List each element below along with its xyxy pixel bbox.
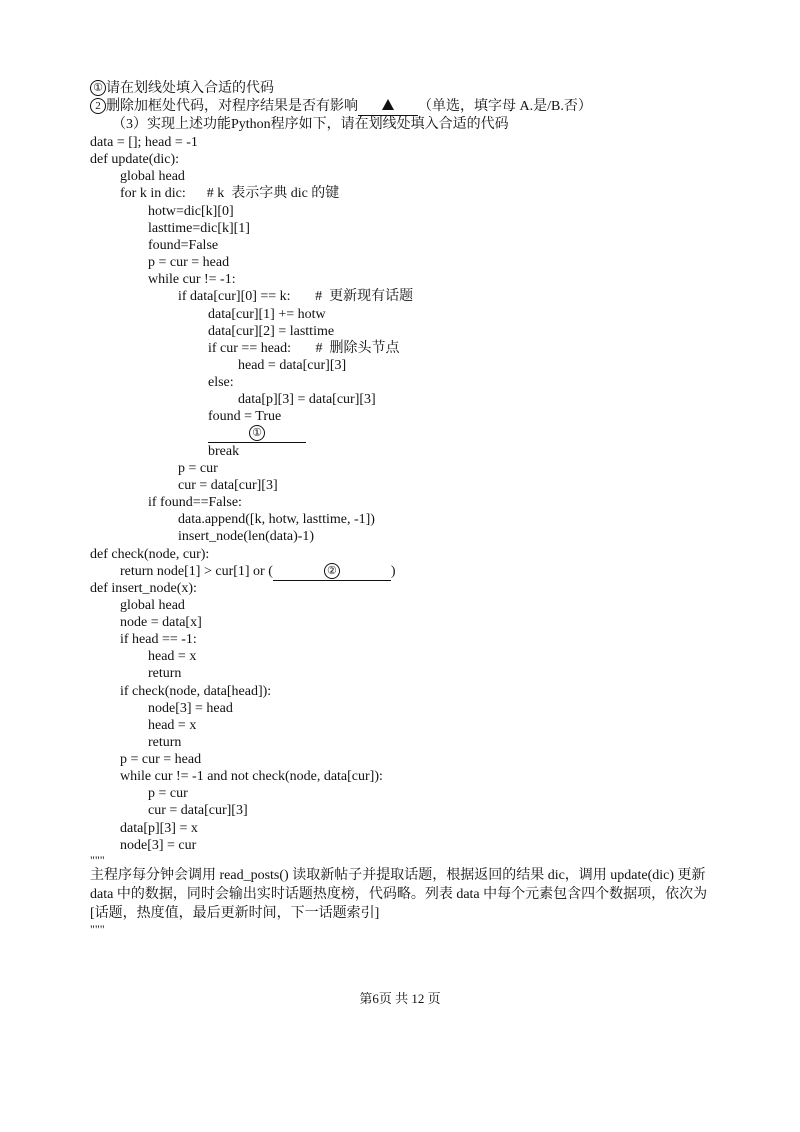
code-line: if cur == head: # 删除头节点 — [208, 341, 400, 356]
code-line: cur = data[cur][3] — [178, 478, 278, 493]
page-footer: 第6页 共 12 页 — [359, 991, 441, 1006]
code-line: while cur != -1 and not check(node, data[cur]): — [120, 769, 383, 784]
code-line: p = cur = head — [148, 255, 230, 270]
code-line: head = x — [148, 718, 197, 733]
circle-number-2-icon: 2 — [90, 98, 106, 114]
triangle-marker-icon — [382, 99, 394, 110]
code-line: return — [148, 735, 182, 750]
circle-number-1-icon: ① — [90, 80, 106, 96]
code-line-blank-2: return node[1] > cur[1] or ( ② ) — [120, 564, 396, 579]
code-line: data = []; head = -1 — [90, 135, 198, 150]
code-line: if head == -1: — [120, 632, 197, 647]
code-line: def update(dic): — [90, 152, 180, 167]
code-line: head = data[cur][3] — [238, 358, 347, 373]
code-line: lasttime=dic[k][1] — [148, 221, 250, 236]
blank-1 — [208, 425, 306, 443]
code-line: node[3] = cur — [120, 838, 197, 853]
question-1: ① 请在划线处填入合适的代码 — [90, 80, 274, 97]
code-line: if check(node, data[head]): — [120, 684, 272, 699]
code-line: node = data[x] — [120, 615, 202, 630]
code-line: def check(node, cur): — [90, 547, 210, 562]
code-line: data[p][3] = x — [120, 821, 198, 836]
code-line: if found==False: — [148, 495, 242, 510]
question-2: 2 删除加框处代码，对程序结果是否有影响 （单选，填字母 A.是/B.否） — [90, 98, 592, 116]
code-line: p = cur = head — [120, 752, 202, 767]
code-line: data.append([k, hotw, lasttime, -1]) — [178, 512, 375, 527]
code-line: cur = data[cur][3] — [148, 803, 248, 818]
circle-number-1-icon: ① — [249, 425, 265, 441]
code-line: for k in dic: # k 表示字典 dic 的键 — [120, 186, 340, 201]
code-line: while cur != -1: — [148, 272, 236, 287]
docstring-close: """ — [90, 922, 105, 936]
code-line: found = True — [208, 409, 282, 424]
code-line: head = x — [148, 649, 197, 664]
code-line: hotw=dic[k][0] — [148, 204, 234, 219]
answer-blank — [358, 98, 418, 116]
code-line: data[cur][1] += hotw — [208, 307, 326, 322]
code-line: data[cur][2] = lasttime — [208, 324, 335, 339]
code-line: break — [208, 444, 240, 459]
code-line: global head — [120, 598, 185, 613]
code-line: def insert_node(x): — [90, 581, 197, 596]
code-line: if data[cur][0] == k: # 更新现有话题 — [178, 289, 414, 304]
code-line: found=False — [148, 238, 219, 253]
docstring-open: """ — [90, 853, 105, 867]
code-line: return — [148, 666, 182, 681]
code-line: node[3] = head — [148, 701, 233, 716]
description-paragraph: 主程序每分钟会调用 read_posts() 读取新帖子并提取话题，根据返回的结果 dic，调用 update(dic) 更新 data 中的数据，同时会输出实时话题热度榜，代码略。列表 data 中每个元素包含四个数据项，依次为 [话题，热度值，最后更新时间，下一话题索引] — [90, 868, 708, 921]
code-line: p = cur — [178, 461, 218, 476]
circle-number-2-icon: ② — [324, 563, 340, 579]
code-line: p = cur — [148, 786, 188, 801]
blank-2 — [273, 563, 391, 581]
code-line: insert_node(len(data)-1) — [178, 529, 315, 544]
code-line: else: — [208, 375, 234, 390]
question-3: （3）实现上述功能Python程序如下，请在划线处填入合适的代码 — [112, 117, 509, 132]
code-line: data[p][3] = data[cur][3] — [238, 392, 376, 407]
code-line: global head — [120, 169, 185, 184]
